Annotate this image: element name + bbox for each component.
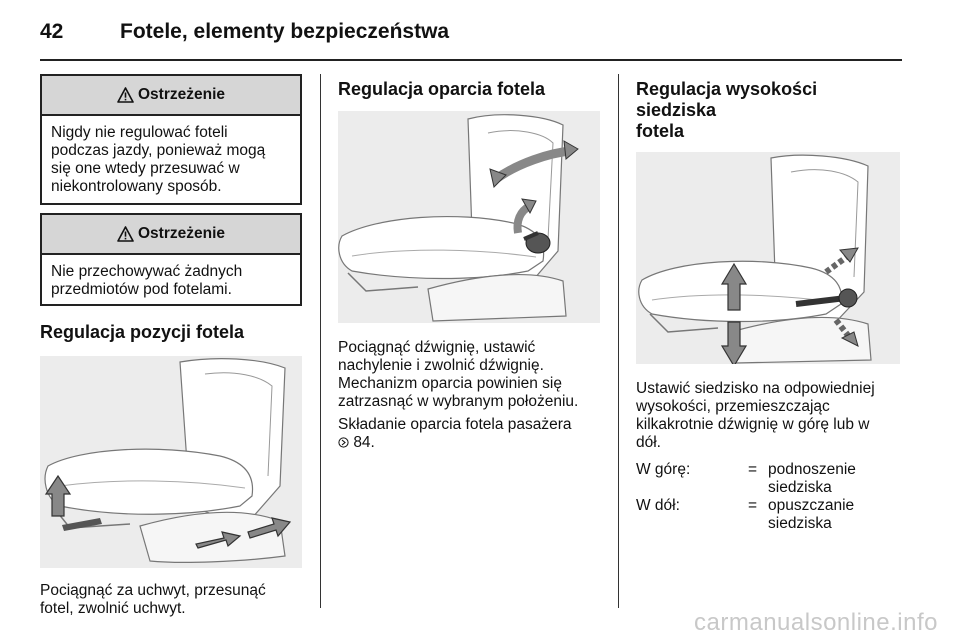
row-value <box>768 497 900 533</box>
text-line: zatrzasnąć w wybranym położeniu. <box>338 393 579 410</box>
watermark: carmanualsonline.info <box>694 609 938 636</box>
row-equals: = <box>748 497 758 514</box>
paragraph <box>338 416 600 452</box>
warning-title: Ostrzeżenie <box>137 86 225 103</box>
paragraph <box>338 339 600 411</box>
row-value-line: opuszczanie <box>768 497 855 514</box>
section-heading: Regulacja oparcia fotela <box>338 79 546 99</box>
page-reference[interactable] <box>338 434 375 451</box>
column-divider <box>320 74 321 608</box>
section-heading <box>636 79 900 142</box>
row-value <box>768 461 900 497</box>
text-line: Składanie oparcia fotela pasażera <box>338 416 572 433</box>
warning-text-line: przedmiotów pod fotelami. <box>51 281 232 298</box>
warning-box <box>40 213 302 306</box>
adjustment-row <box>636 497 900 533</box>
text-line: Ustawić siedzisko na odpowiedniej <box>636 380 875 397</box>
text-line: dół. <box>636 434 661 451</box>
text-line: nachylenie i zwolnić dźwignię. <box>338 357 544 374</box>
page-header <box>40 20 902 60</box>
seat-position-illustration <box>40 356 302 568</box>
row-value-line: podnoszenie <box>768 461 856 478</box>
column-right <box>636 74 900 533</box>
adjustment-row <box>636 461 900 497</box>
heading-line: Regulacja wysokości siedziska <box>636 79 818 120</box>
warning-box <box>40 74 302 205</box>
text-line: Pociągnąć dźwignię, ustawić <box>338 339 536 356</box>
warning-text <box>42 255 300 308</box>
warning-triangle-icon <box>117 226 134 242</box>
warning-text-line: niekontrolowany sposób. <box>51 178 222 195</box>
warning-title: Ostrzeżenie <box>137 225 225 242</box>
paragraph <box>40 582 302 618</box>
backrest-illustration <box>338 111 600 323</box>
text-line: Mechanizm oparcia powinien się <box>338 375 563 392</box>
text-line: Pociągnąć za uchwyt, przesunąć <box>40 582 266 599</box>
row-key: W górę: <box>636 461 691 478</box>
page-reference-number: 84. <box>353 434 375 451</box>
text-line: kilkakrotnie dźwignię w górę lub w <box>636 416 870 433</box>
seat-height-illustration <box>636 152 900 364</box>
page-title: Fotele, elementy bezpieczeństwa <box>120 20 450 43</box>
text-line: wysokości, przemieszczając <box>636 398 830 415</box>
adjustment-table <box>636 461 900 533</box>
row-key: W dół: <box>636 497 680 514</box>
warning-text <box>42 116 300 205</box>
page-reference-arrow-icon <box>338 437 349 448</box>
header-rule <box>40 59 902 61</box>
row-value-line: siedziska <box>768 479 832 496</box>
page-number: 42 <box>40 20 64 43</box>
warning-text-line: się one wtedy przesuwać w <box>51 160 240 177</box>
warning-text-line: podczas jazdy, ponieważ mogą <box>51 142 266 159</box>
row-equals: = <box>748 461 758 478</box>
row-value-line: siedziska <box>768 515 832 532</box>
column-left <box>40 74 302 618</box>
text-line: fotel, zwolnić uchwyt. <box>40 600 186 617</box>
warning-header <box>42 76 300 116</box>
column-divider <box>618 74 619 608</box>
warning-triangle-icon <box>117 87 134 103</box>
column-middle <box>338 74 600 452</box>
heading-line: fotela <box>636 121 685 141</box>
section-heading: Regulacja pozycji fotela <box>40 322 245 342</box>
warning-text-line: Nie przechowywać żadnych <box>51 263 243 280</box>
paragraph <box>636 380 900 452</box>
warning-header <box>42 215 300 255</box>
warning-text-line: Nigdy nie regulować foteli <box>51 124 228 141</box>
